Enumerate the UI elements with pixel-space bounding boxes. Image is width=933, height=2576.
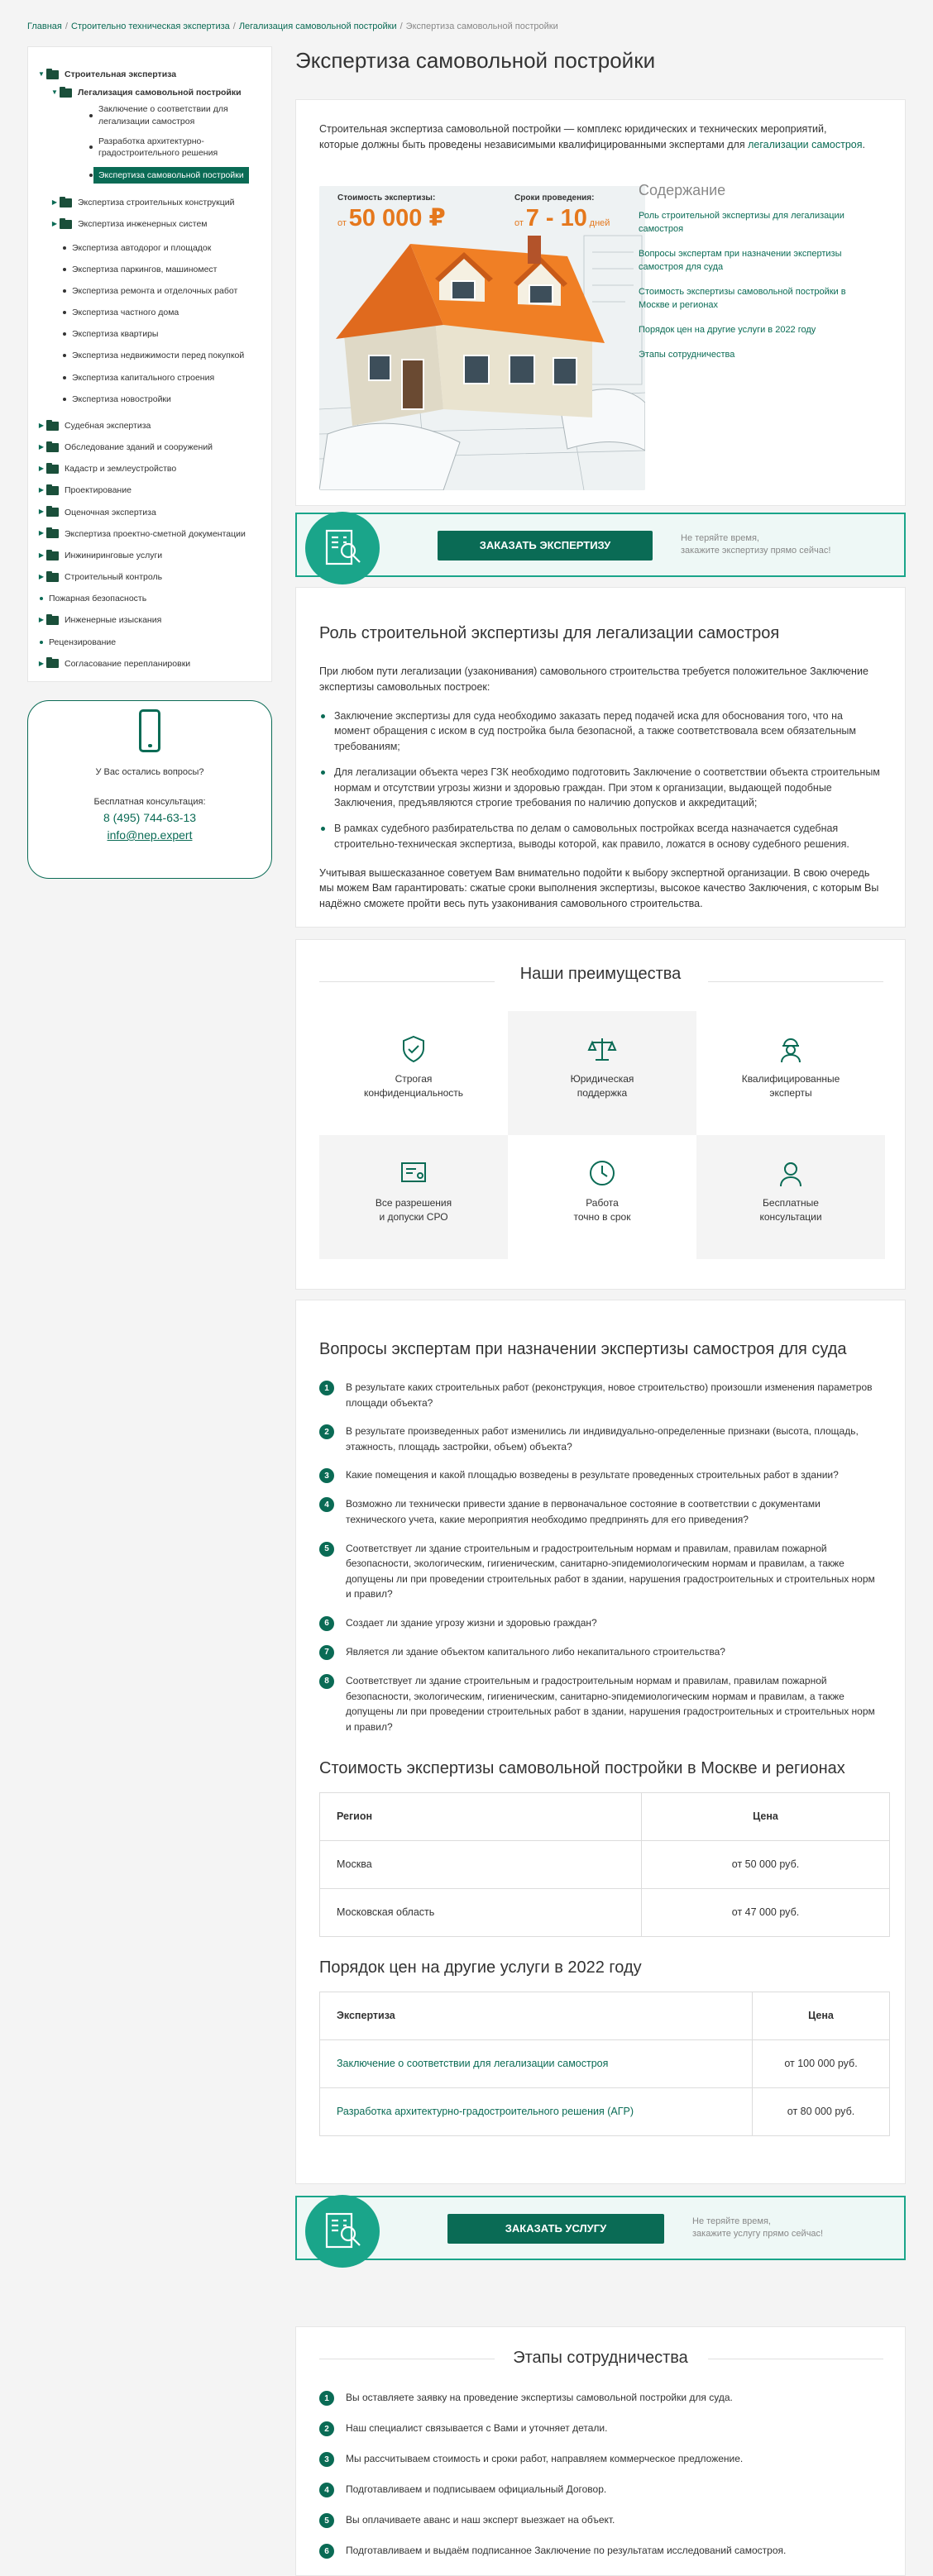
list-item bbox=[319, 2390, 882, 2406]
price-cell: от 50 000 руб. bbox=[642, 1841, 890, 1889]
breadcrumb-separator: / bbox=[65, 21, 68, 31]
price-value: 50 000 ₽ bbox=[348, 205, 446, 231]
page-title: Экспертиза самовольной постройки bbox=[295, 48, 656, 73]
service-link[interactable]: Заключение о соответствии для легализации самостроя bbox=[337, 2058, 609, 2070]
sidebar-item[interactable] bbox=[36, 658, 263, 670]
main-content bbox=[295, 46, 906, 2556]
folder-icon bbox=[46, 573, 59, 582]
bullet-icon bbox=[63, 332, 66, 336]
toc-link-cost[interactable]: Стоимость экспертизы самовольной постройки в Москве и регионах bbox=[639, 286, 846, 310]
intro-text-end: . bbox=[862, 138, 866, 150]
sidebar-item[interactable] bbox=[36, 463, 263, 475]
bullet-icon bbox=[63, 311, 66, 314]
sidebar-item-label: Экспертиза недвижимости перед покупкой bbox=[72, 351, 245, 361]
sidebar-item[interactable] bbox=[36, 528, 263, 540]
sidebar-item[interactable] bbox=[36, 218, 263, 230]
table-row bbox=[320, 2040, 890, 2088]
bullet-icon bbox=[63, 289, 66, 293]
sidebar-item[interactable] bbox=[36, 614, 263, 626]
column-header: Цена bbox=[642, 1793, 890, 1841]
order-banner bbox=[295, 513, 906, 577]
sidebar-item[interactable] bbox=[36, 136, 263, 159]
number-badge: 2 bbox=[319, 1424, 334, 1439]
chevron-right-icon[interactable]: ▶ bbox=[51, 198, 58, 206]
stage-text: Вы оплачиваете аванс и наш эксперт выезжает на объект. bbox=[346, 2514, 615, 2526]
sidebar-item-label: Экспертиза ремонта и отделочных работ bbox=[72, 285, 238, 296]
folder-icon bbox=[46, 465, 59, 474]
chevron-right-icon[interactable]: ▶ bbox=[38, 529, 45, 537]
sidebar-item-label: Экспертиза капитального строения bbox=[72, 372, 215, 383]
list-item bbox=[319, 2421, 882, 2436]
list-item bbox=[319, 1673, 882, 1734]
price-cell: от 80 000 руб. bbox=[753, 2088, 890, 2136]
sidebar-tree bbox=[27, 46, 272, 682]
folder-icon bbox=[46, 70, 59, 79]
number-badge: 5 bbox=[319, 2513, 334, 2528]
sidebar-item[interactable] bbox=[36, 197, 263, 208]
advantage-label: Юридическая bbox=[570, 1073, 634, 1085]
price-cell: от 100 000 руб. bbox=[753, 2040, 890, 2088]
column-header: Экспертиза bbox=[320, 1992, 753, 2040]
list-item: В рамках судебного разбирательства по делам о самовольных постройках всегда назначается судебная строительно-техническая экспертиза, выводы которой, как правило, ложатся в основу судебного решения. bbox=[319, 821, 882, 852]
building-doc-icon bbox=[305, 512, 380, 584]
bullet-icon bbox=[63, 268, 66, 271]
advantage-item bbox=[508, 1135, 696, 1259]
number-badge: 8 bbox=[319, 1674, 334, 1689]
cost-table bbox=[319, 1792, 890, 1937]
table-header-row bbox=[320, 1793, 890, 1841]
sidebar-item-label: Инжиниринговые услуги bbox=[65, 550, 163, 561]
sidebar-item-label: Экспертиза строительных конструкций bbox=[78, 198, 235, 208]
role-outro: Учитывая вышесказанное советуем Вам внимательно подойти к выбору экспертной организации. В свою очередь мы можем Вам гарантировать: сжатые сроки выполнения экспертизы, высокое качество Заключения, с которым Вы надёжно сможете пройти весь путь узаконивания самовольного строительства. bbox=[319, 866, 879, 909]
advantage-item bbox=[696, 1011, 885, 1135]
advantage-item bbox=[319, 1135, 508, 1259]
chevron-right-icon[interactable]: ▶ bbox=[38, 464, 45, 472]
toc-link-prices[interactable]: Порядок цен на другие услуги в 2022 году bbox=[639, 324, 816, 335]
role-title: Роль строительной экспертизы для легализации самостроя bbox=[319, 624, 780, 642]
sidebar-item-label: Обследование зданий и сооружений bbox=[65, 442, 213, 453]
list-item bbox=[319, 1541, 882, 1602]
term-block bbox=[514, 193, 610, 235]
stages-list bbox=[319, 2390, 882, 2559]
advantage-label: точно в срок bbox=[573, 1210, 631, 1223]
sidebar-item-label: Экспертиза автодорог и площадок bbox=[72, 242, 212, 253]
chevron-right-icon[interactable]: ▶ bbox=[38, 659, 45, 667]
question-text: Какие помещения и какой площадью возведены в результате проведенных строительных работ в здании? bbox=[346, 1469, 839, 1481]
sidebar-item[interactable] bbox=[36, 441, 263, 453]
advantage-label: Все разрешения bbox=[375, 1197, 452, 1209]
other-prices-title: Порядок цен на другие услуги в 2022 году bbox=[319, 1958, 642, 1977]
questions-section bbox=[295, 1300, 906, 2184]
sidebar-item[interactable] bbox=[36, 394, 263, 405]
advantage-label: Бесплатные bbox=[763, 1197, 819, 1209]
intro-text-body: Строительная экспертиза самовольной постройки — комплекс юридических и технических мероприятий, которые должны быть проведены независимыми квалифицированными экспертами для bbox=[319, 123, 827, 150]
question-text: Соответствует ли здание строительным и градостроительным нормам и правилам, правилам пожарной безопасности, экологическим, гигиеническим, санитарно-эпидемиологическим нормам и правилам, а также допущены ли при проведении строительных работ в здании, нарушения градостроительных и строительных норм и правил? bbox=[346, 1674, 875, 1733]
question-text: В результате произведенных работ изменились ли индивидуально-определенные признаки (высота, площадь, этажность, площадь застройки, объем) объекта? bbox=[346, 1425, 859, 1453]
contact-email-link[interactable]: info@nep.expert bbox=[107, 828, 193, 842]
folder-icon bbox=[46, 486, 59, 495]
bullet-icon bbox=[63, 376, 66, 379]
chevron-right-icon[interactable]: ▶ bbox=[38, 421, 45, 429]
stage-text: Подготавливаем и подписываем официальный Договор. bbox=[346, 2483, 607, 2495]
stage-text: Мы рассчитываем стоимость и сроки работ, направляем коммерческое предложение. bbox=[346, 2453, 744, 2464]
folder-icon bbox=[46, 659, 59, 668]
chevron-right-icon[interactable]: ▶ bbox=[51, 220, 58, 228]
price-cell: от 47 000 руб. bbox=[642, 1889, 890, 1937]
number-badge: 3 bbox=[319, 2452, 334, 2467]
list-item bbox=[319, 2482, 882, 2497]
price-from: от bbox=[337, 218, 347, 228]
advantage-label: консультации bbox=[759, 1210, 822, 1223]
bullet-icon bbox=[63, 354, 66, 357]
question-text: Соответствует ли здание строительным и градостроительным нормам и правилам, правилам пожарной безопасности, экологическим, гигиеническим, санитарно-эпидемиологическим нормам и правилам, а также допущены ли при проведении строительных работ в здании, нарушения градостроительных и строительных норм и правил? bbox=[346, 1542, 875, 1600]
number-badge: 1 bbox=[319, 2391, 334, 2406]
contact-question: У Вас остались вопросы? bbox=[95, 766, 204, 777]
bullet-icon bbox=[40, 641, 43, 644]
term-label: Сроки проведения: bbox=[514, 193, 595, 203]
sidebar-item-label: Экспертиза паркингов, машиномест bbox=[72, 264, 218, 274]
sidebar-item[interactable] bbox=[36, 350, 263, 361]
advantage-label: Квалифицированные bbox=[741, 1073, 840, 1085]
sidebar-item-label: Кадастр и землеустройство bbox=[65, 464, 177, 475]
building-doc-icon bbox=[305, 2195, 380, 2268]
advantages-title: Наши преимущества bbox=[519, 965, 682, 983]
sidebar-item[interactable] bbox=[36, 507, 263, 518]
number-badge: 1 bbox=[319, 1381, 334, 1395]
breadcrumb-construction-expertise[interactable]: Строительно техническая экспертиза bbox=[70, 21, 230, 31]
chevron-right-icon[interactable]: ▶ bbox=[38, 486, 45, 494]
role-lead: При любом пути легализации (узаконивания) самовольного строительства требуется положительное Заключение экспертизы самовольных построек: bbox=[319, 665, 868, 693]
advantage-item bbox=[319, 1011, 508, 1135]
sidebar-item[interactable] bbox=[36, 69, 263, 80]
intro-text bbox=[319, 122, 865, 153]
folder-icon bbox=[46, 616, 59, 625]
column-header: Регион bbox=[320, 1793, 642, 1841]
questions-title: Вопросы экспертам при назначении экспертизы самостроя для суда bbox=[319, 1340, 847, 1358]
role-section bbox=[295, 587, 906, 928]
sidebar-item-label: Легализация самовольной постройки bbox=[78, 88, 242, 98]
breadcrumb-current: Экспертиза самовольной постройки bbox=[405, 21, 558, 31]
number-badge: 6 bbox=[319, 2544, 334, 2559]
shield-check-icon bbox=[399, 1034, 428, 1064]
order-hint-line1: Не теряйте время, bbox=[692, 2216, 771, 2226]
order-hint bbox=[692, 2216, 823, 2241]
column-header: Цена bbox=[753, 1992, 890, 2040]
intro-link[interactable]: легализации самостроя bbox=[748, 138, 863, 150]
question-text: Создает ли здание угрозу жизни и здоровью граждан? bbox=[346, 1616, 597, 1629]
sidebar-item[interactable] bbox=[36, 550, 263, 561]
number-badge: 4 bbox=[319, 1497, 334, 1512]
chevron-right-icon[interactable]: ▶ bbox=[38, 442, 45, 451]
chevron-down-icon[interactable]: ▼ bbox=[51, 88, 58, 96]
advantages-section bbox=[295, 939, 906, 1290]
sidebar-item[interactable] bbox=[36, 87, 263, 98]
list-item bbox=[319, 1496, 882, 1527]
sidebar-item-label: Разработка архитектурно-градостроительного решения bbox=[98, 136, 218, 158]
list-item: Заключение экспертизы для суда необходимо заказать перед подачей иска для обоснования того, что на момент обращения с иском в суд постройка была безопасной, а также соответствовала всем обязательным требованиям; bbox=[319, 708, 882, 755]
sidebar-item[interactable] bbox=[36, 167, 263, 184]
sidebar-item[interactable] bbox=[36, 484, 263, 496]
stage-text: Подготавливаем и выдаём подписанное Заключение по результатам исследований самостроя. bbox=[346, 2545, 787, 2556]
chevron-right-icon[interactable]: ▶ bbox=[38, 616, 45, 624]
folder-icon bbox=[60, 88, 72, 98]
order-expertise-button[interactable]: ЗАКАЗАТЬ ЭКСПЕРТИЗУ bbox=[438, 531, 653, 561]
order-hint-line1: Не теряйте время, bbox=[681, 533, 759, 543]
contact-phone-link[interactable]: 8 (495) 744-63-13 bbox=[103, 810, 197, 824]
sidebar-item-label: Рецензирование bbox=[49, 637, 117, 647]
region-cell: Москва bbox=[320, 1841, 642, 1889]
bullet-icon bbox=[63, 398, 66, 401]
number-badge: 4 bbox=[319, 2483, 334, 2497]
sidebar-item-label: Строительная экспертиза bbox=[65, 69, 177, 79]
sidebar-item-label: Экспертиза инженерных систем bbox=[78, 219, 208, 230]
sidebar-item-label: Проектирование bbox=[65, 485, 132, 496]
list-item: Для легализации объекта через ГЗК необходимо подготовить Заключение о соответствии объекта строительным нормам и отсутствии угрозы жизни и здоровью граждан. При этом к организации, выдающей подобные Заключения, предъявляются строгие требования по наличию допусков и аккредитаций; bbox=[319, 765, 882, 811]
sidebar-item-label: Экспертиза новостройки bbox=[72, 394, 171, 404]
cost-title: Стоимость экспертизы самовольной постройки в Москве и регионах bbox=[319, 1759, 845, 1778]
order-hint bbox=[681, 532, 830, 558]
bullet-icon bbox=[40, 597, 43, 600]
folder-icon bbox=[60, 198, 72, 208]
stages-title: Этапы сотрудничества bbox=[513, 2349, 688, 2367]
sidebar-item[interactable] bbox=[36, 103, 263, 126]
stages-section bbox=[295, 2326, 906, 2576]
sidebar-item-label: Строительный контроль bbox=[65, 572, 163, 583]
engineer-icon bbox=[776, 1034, 806, 1064]
bullet-icon bbox=[89, 174, 93, 177]
sidebar-item[interactable] bbox=[36, 307, 263, 318]
toc-link-role[interactable]: Роль строительной экспертизы для легализации самостроя bbox=[639, 211, 844, 234]
folder-icon bbox=[46, 422, 59, 431]
term-unit: дней bbox=[589, 218, 610, 228]
sidebar-item-label: Заключение о соответствии для легализации самостроя bbox=[98, 104, 228, 126]
table-row bbox=[320, 1889, 890, 1937]
sidebar-item[interactable] bbox=[36, 420, 263, 432]
price-block bbox=[337, 193, 446, 235]
advantage-label: поддержка bbox=[577, 1086, 628, 1099]
order-service-banner bbox=[295, 2196, 906, 2260]
folder-icon bbox=[46, 529, 59, 538]
sidebar-item-label: Судебная экспертиза bbox=[65, 420, 151, 431]
question-text: В результате каких строительных работ (реконструкция, новое строительство) произошли изменения параметров площади объекта? bbox=[346, 1381, 873, 1409]
term-from: от bbox=[514, 218, 524, 228]
bullet-icon bbox=[63, 246, 66, 250]
list-item bbox=[319, 2512, 882, 2528]
advantage-item bbox=[508, 1011, 696, 1135]
folder-icon bbox=[46, 443, 59, 452]
sidebar-item[interactable] bbox=[36, 637, 263, 648]
consultant-icon bbox=[776, 1158, 806, 1188]
order-hint-line2: закажите экспертизу прямо сейчас! bbox=[681, 546, 831, 556]
smartphone-icon bbox=[139, 709, 160, 752]
number-badge: 5 bbox=[319, 1542, 334, 1557]
sidebar-item-label: Экспертиза самовольной постройки bbox=[93, 167, 249, 184]
chevron-right-icon[interactable]: ▶ bbox=[38, 572, 45, 580]
table-header-row bbox=[320, 1992, 890, 2040]
list-item bbox=[319, 1424, 882, 1454]
number-badge: 2 bbox=[319, 2421, 334, 2436]
sidebar bbox=[27, 46, 272, 879]
stage-text: Наш специалист связывается с Вами и уточняет детали. bbox=[346, 2422, 608, 2434]
advantage-label: конфиденциальность bbox=[363, 1086, 464, 1099]
advantages-grid bbox=[319, 1011, 882, 1259]
sidebar-item[interactable] bbox=[36, 571, 263, 583]
stage-text: Вы оставляете заявку на проведение экспертизы самовольной постройки для суда. bbox=[346, 2392, 733, 2403]
breadcrumb-legalization[interactable]: Легализация самовольной постройки bbox=[238, 21, 397, 31]
sidebar-item[interactable] bbox=[36, 372, 263, 384]
number-badge: 3 bbox=[319, 1468, 334, 1483]
bullet-icon bbox=[89, 145, 93, 149]
sidebar-item-label: Согласование перепланировки bbox=[65, 658, 191, 669]
list-item bbox=[319, 2543, 882, 2559]
sidebar-item[interactable] bbox=[36, 242, 263, 254]
table-row bbox=[320, 2088, 890, 2136]
sidebar-item-label: Инженерные изыскания bbox=[65, 615, 162, 626]
questions-list bbox=[319, 1380, 882, 1734]
table-row bbox=[320, 1841, 890, 1889]
folder-icon bbox=[46, 551, 59, 561]
advantage-item bbox=[696, 1135, 885, 1259]
clock-icon bbox=[587, 1158, 617, 1188]
breadcrumb-home[interactable]: Главная bbox=[27, 21, 62, 31]
sidebar-item-label: Пожарная безопасность bbox=[49, 594, 147, 604]
role-bullets bbox=[319, 708, 882, 852]
list-item bbox=[319, 1380, 882, 1410]
list-item bbox=[319, 2451, 882, 2467]
contact-box bbox=[27, 700, 272, 879]
number-badge: 7 bbox=[319, 1645, 334, 1660]
region-cell: Московская область bbox=[320, 1889, 642, 1937]
price-label: Стоимость экспертизы: bbox=[337, 193, 436, 203]
chevron-right-icon[interactable]: ▶ bbox=[38, 551, 45, 559]
advantage-label: и допуски СРО bbox=[379, 1210, 448, 1223]
certificate-icon bbox=[399, 1158, 428, 1188]
hero-house-image bbox=[319, 186, 645, 490]
order-hint-line2: закажите услугу прямо сейчас! bbox=[692, 2229, 824, 2240]
sidebar-item-label: Экспертиза квартиры bbox=[72, 329, 159, 340]
advantage-label: Строгая bbox=[395, 1073, 433, 1085]
bullet-icon bbox=[89, 114, 93, 117]
service-link[interactable]: Разработка архитектурно-градостроительного решения (АГР) bbox=[337, 2106, 634, 2118]
term-value: 7 - 10 bbox=[525, 205, 587, 231]
sidebar-item-label: Экспертиза частного дома bbox=[72, 308, 179, 318]
sidebar-item-label: Оценочная экспертиза bbox=[65, 507, 156, 518]
question-text: Является ли здание объектом капитального либо некапитального строительства? bbox=[346, 1645, 725, 1658]
breadcrumb-separator: / bbox=[232, 21, 236, 31]
folder-icon bbox=[60, 220, 72, 229]
advantage-label: Работа bbox=[586, 1197, 619, 1209]
toc-link-stages[interactable]: Этапы сотрудничества bbox=[639, 349, 735, 360]
other-prices-table bbox=[319, 1992, 890, 2136]
breadcrumb bbox=[27, 20, 558, 34]
sidebar-item[interactable] bbox=[36, 264, 263, 275]
table-of-contents bbox=[639, 179, 878, 374]
order-service-button[interactable]: ЗАКАЗАТЬ УСЛУГУ bbox=[447, 2214, 664, 2244]
question-text: Возможно ли технически привести здание в первоначальное состояние в соответствии с документами технического учета, какие мероприятия необходимо предпринять для его приведения? bbox=[346, 1498, 821, 1525]
toc-link-questions[interactable]: Вопросы экспертам при назначении экспертизы самостроя для суда bbox=[639, 248, 842, 272]
list-item bbox=[319, 1644, 882, 1660]
breadcrumb-separator: / bbox=[400, 21, 403, 31]
chevron-down-icon[interactable]: ▼ bbox=[38, 69, 45, 78]
sidebar-item[interactable] bbox=[36, 285, 263, 297]
scales-icon bbox=[587, 1034, 617, 1064]
advantage-label: эксперты bbox=[769, 1086, 812, 1099]
sidebar-item-label: Экспертиза проектно-сметной документации bbox=[65, 528, 246, 539]
folder-icon bbox=[46, 508, 59, 517]
chevron-right-icon[interactable]: ▶ bbox=[38, 508, 45, 516]
toc-title: Содержание bbox=[639, 182, 726, 198]
list-item bbox=[319, 1615, 882, 1631]
contact-free-label: Бесплатная консультация: bbox=[93, 797, 206, 808]
list-item bbox=[319, 1467, 882, 1483]
number-badge: 6 bbox=[319, 1616, 334, 1631]
sidebar-item[interactable] bbox=[36, 328, 263, 340]
intro-card bbox=[295, 99, 906, 506]
sidebar-item[interactable] bbox=[36, 593, 263, 604]
